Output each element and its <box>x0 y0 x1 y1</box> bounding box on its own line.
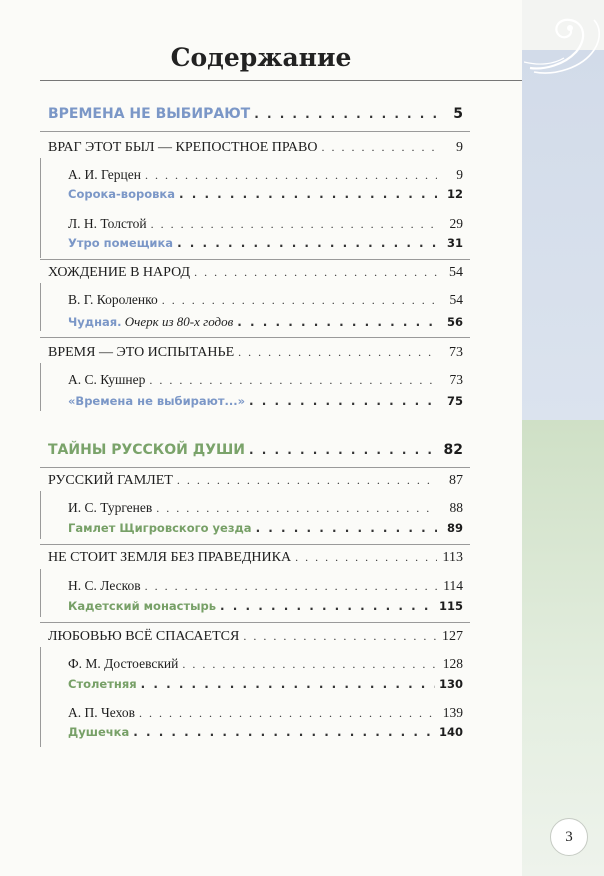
work-title <box>68 725 463 747</box>
entry-title-text: Чудная. <box>68 315 122 329</box>
entry-page-number: 5 <box>453 106 463 122</box>
dot-leader <box>151 217 437 232</box>
entry-title: И. С. Тургенев <box>68 500 153 515</box>
dot-leader <box>177 236 437 250</box>
entry-subtitle: Очерк из 80-х годов <box>121 314 234 329</box>
entry-page-number: 140 <box>438 725 463 739</box>
entry-bracket-line <box>40 283 41 331</box>
dot-leader <box>145 168 437 183</box>
dot-leader <box>254 107 437 121</box>
entry-title <box>68 314 233 330</box>
entry-page-number: 128 <box>442 656 463 671</box>
entry-title: Кадетский монастырь <box>68 599 217 613</box>
entry-bracket-line <box>40 363 41 411</box>
entry-page-number: 87 <box>449 473 463 488</box>
entry-title: Душечка <box>68 725 130 739</box>
author-name <box>68 216 463 238</box>
page-number: 3 <box>550 818 588 856</box>
entry-title: ТАЙНЫ РУССКОЙ ДУШИ <box>48 442 246 458</box>
dot-leader <box>133 725 435 739</box>
chapter-heading <box>48 550 463 572</box>
dot-leader <box>237 315 437 329</box>
author-name <box>68 292 463 314</box>
entry-title: А. П. Чехов <box>68 705 135 720</box>
entry-page-number: 114 <box>443 578 463 593</box>
work-title <box>68 314 463 336</box>
chapter-divider <box>40 337 470 338</box>
entry-title: ВРАГ ЭТОТ БЫЛ — КРЕПОСТНОЕ ПРАВО <box>48 140 318 155</box>
entry-title: «Времена не выбирают...» <box>68 394 246 408</box>
entry-page-number: 12 <box>446 187 463 201</box>
entry-title: Утро помещика <box>68 236 174 250</box>
entry-title: РУССКИЙ ГАМЛЕТ <box>48 473 173 488</box>
work-title <box>68 599 463 621</box>
section-heading <box>48 442 463 464</box>
entry-page-number: 89 <box>446 521 463 535</box>
entry-page-number: 130 <box>438 677 463 691</box>
dot-leader <box>194 265 437 280</box>
work-title <box>68 187 463 209</box>
author-name <box>68 656 463 678</box>
author-name <box>68 578 463 600</box>
entry-page-number: 127 <box>442 629 463 644</box>
entry-page-number: 113 <box>442 550 463 565</box>
author-name <box>68 500 463 522</box>
dot-leader <box>249 394 437 408</box>
dot-leader <box>141 677 435 691</box>
dot-leader <box>162 293 437 308</box>
chapter-divider <box>40 544 470 545</box>
dot-leader <box>177 473 437 488</box>
entry-title: Столетняя <box>68 677 137 691</box>
section-divider <box>40 467 470 468</box>
entry-page-number: 115 <box>438 599 463 613</box>
chapter-heading <box>48 265 463 287</box>
dot-leader <box>295 550 437 565</box>
chapter-divider <box>40 622 470 623</box>
chapter-divider <box>40 259 470 260</box>
entry-page-number: 75 <box>446 394 463 408</box>
dot-leader <box>256 521 437 535</box>
work-title <box>68 677 463 699</box>
work-title <box>68 236 463 258</box>
dot-leader <box>321 140 437 155</box>
author-name <box>68 372 463 394</box>
work-title <box>68 521 463 543</box>
entry-title: Л. Н. Толстой <box>68 216 147 231</box>
entry-page-number: 31 <box>446 236 463 250</box>
dot-leader <box>220 599 435 613</box>
entry-page-number: 139 <box>442 705 463 720</box>
entry-page-number: 29 <box>449 216 463 231</box>
entry-page-number: 82 <box>443 442 463 458</box>
entry-page-number: 73 <box>449 345 463 360</box>
entry-page-number: 73 <box>449 372 463 387</box>
dot-leader <box>179 187 437 201</box>
entry-page-number: 9 <box>456 167 463 182</box>
section-heading <box>48 106 463 128</box>
entry-page-number: 88 <box>449 500 463 515</box>
entry-page-number: 54 <box>449 292 463 307</box>
entry-bracket-line <box>40 569 41 617</box>
entry-bracket-line <box>40 158 41 258</box>
section-divider <box>40 131 470 132</box>
entry-page-number: 56 <box>446 315 463 329</box>
dot-leader <box>243 629 437 644</box>
entry-title: Н. С. Лесков <box>68 578 141 593</box>
author-name <box>68 705 463 727</box>
entry-title: Сорока-воровка <box>68 187 175 201</box>
dot-leader <box>149 373 437 388</box>
entry-title: ВРЕМЕНА НЕ ВЫБИРАЮТ <box>48 106 251 122</box>
chapter-heading <box>48 629 463 651</box>
page-title: Содержание <box>170 43 352 72</box>
chapter-heading <box>48 473 463 495</box>
entry-title: ХОЖДЕНИЕ В НАРОД <box>48 265 191 280</box>
swirl-ornament-icon <box>524 10 604 80</box>
chapter-heading <box>48 140 463 162</box>
dot-leader <box>249 443 437 457</box>
entry-title: НЕ СТОИТ ЗЕМЛЯ БЕЗ ПРАВЕДНИКА <box>48 550 292 565</box>
entry-title: ЛЮБОВЬЮ ВСЁ СПАСАЕТСЯ <box>48 629 240 644</box>
entry-bracket-line <box>40 647 41 747</box>
dot-leader <box>145 579 437 594</box>
title-divider <box>40 80 522 81</box>
entry-title: ВРЕМЯ — ЭТО ИСПЫТАНЬЕ <box>48 345 235 360</box>
entry-title: А. С. Кушнер <box>68 372 146 387</box>
entry-title: В. Г. Короленко <box>68 292 158 307</box>
dot-leader <box>139 706 437 721</box>
side-strip-blue <box>522 50 604 420</box>
dot-leader <box>156 501 437 516</box>
entry-title: Ф. М. Достоевский <box>68 656 179 671</box>
entry-page-number: 9 <box>456 140 463 155</box>
entry-page-number: 54 <box>449 265 463 280</box>
side-strip-green <box>522 420 604 876</box>
dot-leader <box>238 345 437 360</box>
entry-title: А. И. Герцен <box>68 167 141 182</box>
entry-title: Гамлет Щигровского уезда <box>68 521 252 535</box>
entry-bracket-line <box>40 491 41 539</box>
author-name <box>68 167 463 189</box>
dot-leader <box>182 657 437 672</box>
chapter-heading <box>48 345 463 367</box>
work-title <box>68 394 463 416</box>
